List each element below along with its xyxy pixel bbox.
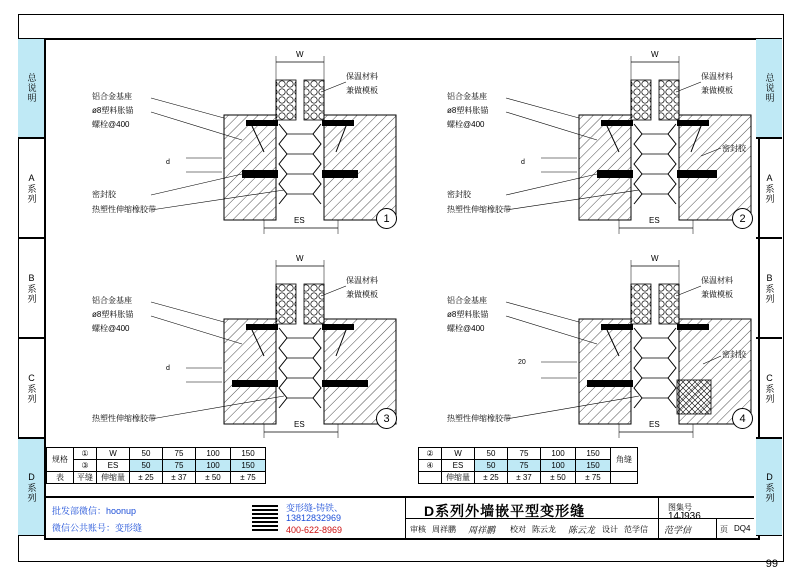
sidebar-item-series-c-left[interactable]: C系列 (18, 338, 44, 438)
spec-left-w-1: 50 (130, 448, 163, 460)
detail-3-dim-d: d (166, 365, 170, 372)
spec-left-es-1: 50 (130, 460, 163, 472)
detail-3-label-anchor: ø8塑料胀锚 (92, 310, 134, 319)
detail-4-dim-side: 20 (518, 359, 526, 366)
detail-1-label-bolt: 螺栓@400 (92, 120, 130, 129)
spec-left-w-label: W (97, 448, 130, 460)
detail-1-label-anchor: ø8塑料胀锚 (92, 106, 134, 115)
page-number: 99 (765, 558, 778, 570)
spec-left-row-id-3: ③ (74, 460, 97, 472)
right-tab-column (756, 38, 782, 536)
atlas-label: 图集号 (668, 503, 692, 512)
spec-left-flat-label: 平缝 (74, 472, 97, 484)
spec-left-es-4: 150 (231, 460, 266, 472)
spec-right-es-label: ES (442, 460, 475, 472)
spec-right-es-1: 50 (475, 460, 508, 472)
spec-right-stretch-label: 伸缩量 (442, 472, 475, 484)
sidebar-item-series-c-right[interactable]: C系列 (756, 338, 782, 438)
sidebar-item-general-notes-left[interactable]: 总说明 (18, 38, 44, 138)
spec-left-row-id-1: ① (74, 448, 97, 460)
design-label: 设计 (602, 525, 618, 534)
detail-4-label-insulation-1: 保温材料 (701, 276, 733, 285)
spec-left-stretch-3: ± 50 (196, 472, 231, 484)
detail-4-dim-es: ES (649, 420, 660, 429)
detail-2-dim-es: ES (649, 216, 660, 225)
sidebar-item-series-d-left[interactable]: D系列 (18, 438, 44, 536)
spec-left-corner-2: 表 (47, 472, 74, 484)
check-label: 校对 (510, 525, 526, 534)
spec-right-row-id-4: ④ (419, 460, 442, 472)
spec-left-stretch-2: ± 37 (163, 472, 196, 484)
ad-slogan: 变形缝-铸铁、 (286, 503, 343, 513)
detail-1-label-insulation-1: 保温材料 (346, 72, 378, 81)
spec-right-w-3: 100 (541, 448, 576, 460)
spec-table-right (418, 447, 638, 484)
spec-left-w-4: 150 (231, 448, 266, 460)
spec-left-es-3: 100 (196, 460, 231, 472)
detail-4-number: 4 (732, 408, 753, 429)
spec-tables (46, 447, 754, 495)
detail-4-label-anchor: ø8塑料胀锚 (447, 310, 489, 319)
detail-2-label-rubber: 热塑性伸缩橡胶带 (447, 205, 511, 214)
detail-1-number: 1 (376, 208, 397, 229)
spec-table-left (46, 447, 266, 484)
sidebar-item-series-b-right[interactable]: B系列 (756, 238, 782, 338)
spec-right-es-2: 75 (508, 460, 541, 472)
detail-linework (46, 40, 754, 446)
detail-2-label-sealant: 密封胶 (447, 190, 471, 199)
spec-right-corner-label: 角缝 (611, 448, 638, 472)
spec-left-stretch-4: ± 75 (231, 472, 266, 484)
detail-1-dim-d: d (166, 159, 170, 166)
spec-right-es-3: 100 (541, 460, 576, 472)
sidebar-item-series-d-right[interactable]: D系列 (756, 438, 782, 536)
detail-4-label-base: 铝合金基座 (447, 296, 487, 305)
spec-left-w-2: 75 (163, 448, 196, 460)
advertisement-block (46, 498, 406, 538)
detail-4-dim-w: W (651, 254, 659, 263)
check-signature: 陈云龙 (568, 525, 596, 535)
review-value: 周祥鹏 (432, 525, 456, 534)
spec-right-w-1: 50 (475, 448, 508, 460)
spec-right-w-2: 75 (508, 448, 541, 460)
check-value: 陈云龙 (532, 525, 556, 534)
detail-4-label-sealant-right: 密封胶 (722, 350, 746, 359)
detail-1-label-base: 铝合金基座 (92, 92, 132, 101)
detail-3-dim-es: ES (294, 420, 305, 429)
ad-line-1: 批发部微信：hoonup (52, 506, 137, 516)
detail-2-label-insulation-2: 兼做模板 (701, 86, 733, 95)
sidebar-item-series-a-right[interactable]: A系列 (756, 138, 782, 238)
ad-phone: 13812832969 (286, 513, 342, 523)
qr-code (252, 505, 278, 531)
sidebar-item-series-a-left[interactable]: A系列 (18, 138, 44, 238)
spec-right-w-4: 150 (576, 448, 611, 460)
detail-3-label-base: 铝合金基座 (92, 296, 132, 305)
title-block (46, 496, 754, 538)
page-label: 页 (720, 525, 728, 534)
design-value: 范学信 (624, 525, 648, 534)
detail-3-dim-w: W (296, 254, 304, 263)
detail-2-label-bolt: 螺栓@400 (447, 120, 485, 129)
detail-1-dim-es: ES (294, 216, 305, 225)
detail-3-label-insulation-1: 保温材料 (346, 276, 378, 285)
detail-2-number: 2 (732, 208, 753, 229)
detail-2-label-insulation-1: 保温材料 (701, 72, 733, 81)
sidebar-item-series-b-left[interactable]: B系列 (18, 238, 44, 338)
page-title: D系列外墙嵌平型变形缝 (424, 503, 586, 519)
detail-2-dim-w: W (651, 50, 659, 59)
spec-left-es-2: 75 (163, 460, 196, 472)
sheet-info-block (406, 498, 754, 538)
detail-2-label-anchor: ø8塑料胀锚 (447, 106, 489, 115)
spec-left-es-label: ES (97, 460, 130, 472)
spec-right-stretch-2: ± 37 (508, 472, 541, 484)
detail-1-dim-w: W (296, 50, 304, 59)
detail-3-label-bolt: 螺栓@400 (92, 324, 130, 333)
spec-left-stretch-label: 伸缩量 (97, 472, 130, 484)
review-label: 审核 (410, 525, 426, 534)
page-value: DQ4 (734, 524, 751, 533)
spec-left-corner-1: 规格 (52, 455, 68, 464)
atlas-number: 14J936 (668, 511, 701, 522)
spec-right-stretch-4: ± 75 (576, 472, 611, 484)
spec-right-stretch-3: ± 50 (541, 472, 576, 484)
ad-line-2: 微信公共账号：变形缝 (52, 523, 143, 533)
detail-4-label-insulation-2: 兼做模板 (701, 290, 733, 299)
detail-1-label-insulation-2: 兼做模板 (346, 86, 378, 95)
spec-right-row-id-2: ② (419, 448, 442, 460)
detail-3-number: 3 (376, 408, 397, 429)
detail-2-label-base: 铝合金基座 (447, 92, 487, 101)
sidebar-item-general-notes-right[interactable]: 总说明 (756, 38, 782, 138)
detail-4-label-rubber: 热塑性伸缩橡胶带 (447, 414, 511, 423)
detail-1-label-rubber: 热塑性伸缩橡胶带 (92, 205, 156, 214)
detail-2-label-sealant-right: 密封胶 (722, 144, 746, 153)
design-signature: 范学信 (664, 525, 692, 535)
left-tab-column (18, 38, 44, 536)
spec-right-blank (419, 472, 442, 484)
spec-right-blank-2 (611, 472, 638, 484)
detail-3-label-rubber: 热塑性伸缩橡胶带 (92, 414, 156, 423)
spec-right-es-4: 150 (576, 460, 611, 472)
review-signature: 周祥鹏 (468, 525, 496, 535)
spec-left-w-3: 100 (196, 448, 231, 460)
spec-right-w-label: W (442, 448, 475, 460)
detail-1-label-sealant: 密封胶 (92, 190, 116, 199)
drawing-area (46, 40, 754, 446)
detail-2-dim-d: d (521, 159, 525, 166)
spec-left-stretch-1: ± 25 (130, 472, 163, 484)
spec-right-stretch-1: ± 25 (475, 472, 508, 484)
detail-3-label-insulation-2: 兼做模板 (346, 290, 378, 299)
ad-hotline: 400-622-8969 (286, 525, 343, 535)
detail-4-label-bolt: 螺栓@400 (447, 324, 485, 333)
